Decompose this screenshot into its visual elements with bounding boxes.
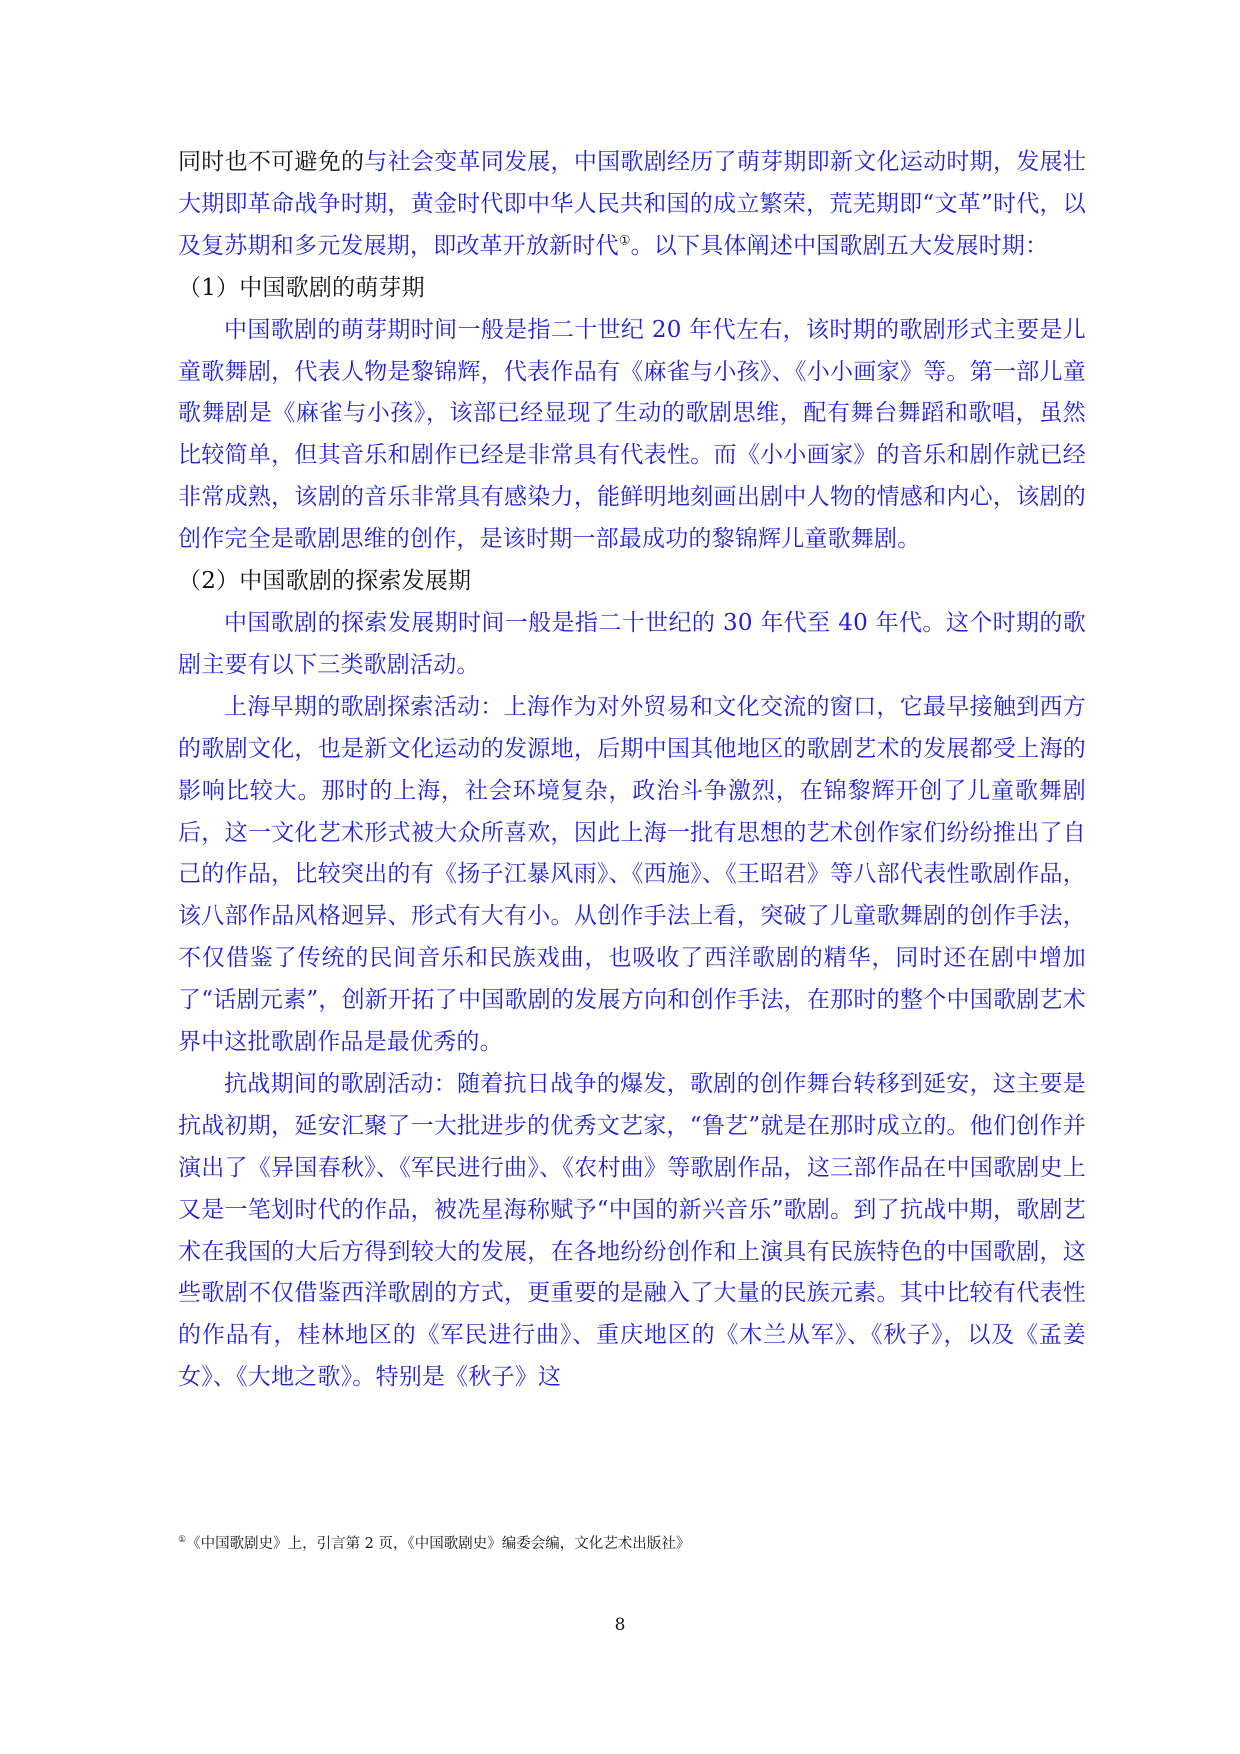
section-1-paragraph-1: 中国歌剧的萌芽期时间一般是指二十世纪 20 年代左右，该时期的歌剧形式主要是儿童歌舞剧，代表人物是黎锦辉，代表作品有《麻雀与小孩》、《小小画家》等。第一部儿童歌舞剧是《麻雀与小孩》，该部已经显现了生动的歌剧思维，配有舞台舞蹈和歌唱，虽然比较简单，但其音乐和剧作已经是非常具有代表性。而《小小画家》的音乐和剧作就已经非常成熟，该剧的音乐非常具有感染力，能鲜明地刻画出剧中人物的情感和内心，该剧的创作完全是歌剧思维的创作，是该时期一部最成功的黎锦辉儿童歌舞剧。 [178, 316, 1086, 553]
intro-text: 与社会变革同发展，中国歌剧经历了萌芽期即新文化运动时期，发展壮大期即革命战争时期，黄金时代即中华人民共和国的成立繁荣，荒芜期即“文革”时代，以及复苏期和多元发展期，即改革开放新时代 [178, 149, 1086, 259]
intro-tail: 。以下具体阐述中国歌剧五大发展时期： [630, 232, 1049, 259]
footnote-divider [178, 1527, 478, 1528]
page-number: 8 [614, 1615, 626, 1635]
footnote-mark: ① [178, 1535, 187, 1546]
footnote-text: 《中国歌剧史》上，引言第 2 页，《中国歌剧史》编委会编，文化艺术出版社》 [186, 1536, 691, 1552]
section-2-paragraph-1: 中国歌剧的探索发展期时间一般是指二十世纪的 30 年代至 40 年代。这个时期的歌剧主要有以下三类歌剧活动。 [178, 609, 1086, 678]
footnote [178, 1533, 1086, 1555]
body-text [178, 142, 1086, 1399]
intro-paragraph [178, 142, 1086, 268]
intro-lead: 同时也不可避免的 [178, 149, 365, 175]
section-heading-1: （1）中国歌剧的萌芽期 [178, 274, 425, 301]
section-heading-2: （2）中国歌剧的探索发展期 [178, 568, 472, 595]
section-2-paragraph-3: 抗战期间的歌剧活动：随着抗日战争的爆发，歌剧的创作舞台转移到延安，这主要是抗战初期，延安汇聚了一大批进步的优秀文艺家，“鲁艺”就是在那时成立的。他们创作并演出了《异国春秋》、《军民进行曲》、《农村曲》等歌剧作品，这三部作品在中国歌剧史上又是一笔划时代的作品，被冼星海称赋予“中国的新兴音乐”歌剧。到了抗战中期，歌剧艺术在我国的大后方得到较大的发展，在各地纷纷创作和上演具有民族特色的中国歌剧，这些歌剧不仅借鉴西洋歌剧的方式，更重要的是融入了大量的民族元素。其中比较有代表性的作品有，桂林地区的《军民进行曲》、重庆地区的《木兰从军》、《秋子》，以及《孟姜女》、《大地之歌》。特别是《秋子》这 [178, 1070, 1086, 1391]
section-2-paragraph-2: 上海早期的歌剧探索活动：上海作为对外贸易和文化交流的窗口，它最早接触到西方的歌剧文化，也是新文化运动的发源地，后期中国其他地区的歌剧艺术的发展都受上海的影响比较大。那时的上海，社会环境复杂，政治斗争激烈，在锦黎辉开创了儿童歌舞剧后，这一文化艺术形式被大众所喜欢，因此上海一批有思想的艺术创作家们纷纷推出了自己的作品，比较突出的有《扬子江暴风雨》、《西施》、《王昭君》等八部代表性歌剧作品，该八部作品风格迥异、形式有大有小。从创作手法上看，突破了儿童歌舞剧的创作手法，不仅借鉴了传统的民间音乐和民族戏曲，也吸收了西洋歌剧的精华，同时还在剧中增加了“话剧元素”，创新开拓了中国歌剧的发展方向和创作手法，在那时的整个中国歌剧艺术界中这批歌剧作品是最优秀的。 [178, 693, 1086, 1056]
footnote-ref-mark: ① [618, 233, 631, 249]
